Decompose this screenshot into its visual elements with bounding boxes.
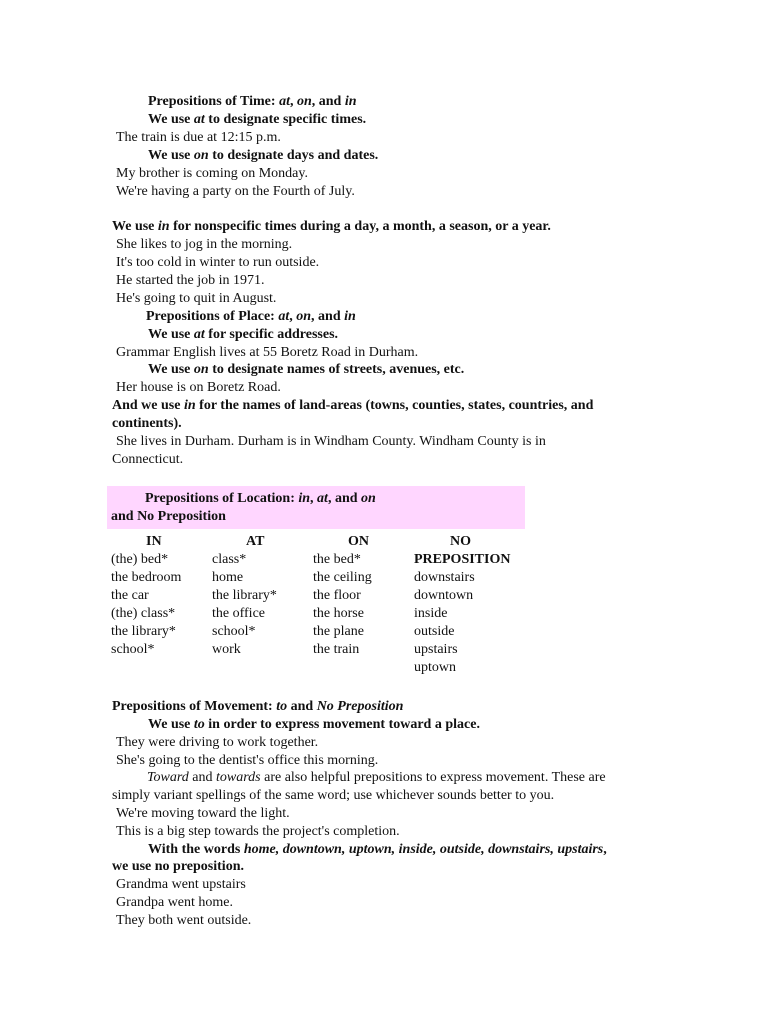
location-column-at xyxy=(212,533,277,659)
list-item: the ceiling xyxy=(313,570,372,585)
movement-example-7: They both went outside. xyxy=(116,913,252,928)
location-column-on xyxy=(313,533,372,659)
list-item: home xyxy=(212,570,244,585)
time-heading: Prepositions of Time: at, on, and in xyxy=(148,94,357,109)
location-column-no-preposition xyxy=(414,533,510,677)
list-item: school* xyxy=(212,624,256,639)
time-example-4: She likes to jog in the morning. xyxy=(116,237,293,252)
list-item: outside xyxy=(414,624,455,639)
list-item: (the) bed* xyxy=(111,552,169,567)
column-header-at: AT xyxy=(246,534,265,549)
list-item: inside xyxy=(414,606,448,621)
time-example-1: The train is due at 12:15 p.m. xyxy=(116,130,281,145)
time-example-6: He started the job in 1971. xyxy=(116,273,265,288)
list-item: class* xyxy=(212,552,247,567)
location-heading-cont: and No Preposition xyxy=(111,509,226,524)
time-example-7: He's going to quit in August. xyxy=(116,291,277,306)
list-item: the library* xyxy=(212,588,277,603)
location-heading: Prepositions of Location: in, at, and on xyxy=(145,491,376,506)
list-item: downtown xyxy=(414,588,474,603)
time-at-rule: We use at to designate specific times. xyxy=(148,112,367,127)
place-at-rule: We use at for specific addresses. xyxy=(148,327,339,342)
movement-example-5: Grandma went upstairs xyxy=(116,877,246,892)
list-item: the car xyxy=(111,588,149,603)
list-item: uptown xyxy=(414,660,456,675)
movement-no-prep-rule-cont: we use no preposition. xyxy=(112,859,244,874)
time-on-rule: We use on to designate days and dates. xyxy=(148,148,379,163)
list-item: work xyxy=(212,642,241,657)
list-item: the bedroom xyxy=(111,570,182,585)
time-example-5: It's too cold in winter to run outside. xyxy=(116,255,320,270)
list-item: the bed* xyxy=(313,552,361,567)
list-item: the office xyxy=(212,606,265,621)
list-item: the floor xyxy=(313,588,361,603)
list-item: downstairs xyxy=(414,570,475,585)
movement-example-2: She's going to the dentist's office this morning. xyxy=(116,753,379,768)
place-example-3: She lives in Durham. Durham is in Windham County. Windham County is in xyxy=(116,434,546,449)
movement-to-rule: We use to in order to express movement toward a place. xyxy=(148,717,480,732)
place-example-2: Her house is on Boretz Road. xyxy=(116,380,281,395)
time-in-rule: We use in for nonspecific times during a day, a month, a season, or a year. xyxy=(112,219,551,234)
movement-no-prep-rule: With the words home, downtown, uptown, inside, outside, downstairs, upstairs, xyxy=(148,842,607,857)
movement-toward-note-cont: simply variant spellings of the same word; use whichever sounds better to you. xyxy=(112,788,555,803)
list-item: the train xyxy=(313,642,360,657)
list-item: school* xyxy=(111,642,155,657)
location-column-in xyxy=(111,533,181,659)
movement-heading: Prepositions of Movement: to and No Preposition xyxy=(112,699,404,714)
list-item: the plane xyxy=(313,624,364,639)
time-example-3: We're having a party on the Fourth of July. xyxy=(116,184,355,199)
list-item: (the) class* xyxy=(111,606,176,621)
column-header-preposition: PREPOSITION xyxy=(414,552,511,567)
column-header-on: ON xyxy=(348,534,369,549)
list-item: the horse xyxy=(313,606,364,621)
list-item: upstairs xyxy=(414,642,458,657)
place-example-1: Grammar English lives at 55 Boretz Road in Durham. xyxy=(116,345,419,360)
column-header-no: NO xyxy=(450,534,471,549)
movement-example-6: Grandpa went home. xyxy=(116,895,234,910)
movement-example-4: This is a big step towards the project's completion. xyxy=(116,824,400,839)
movement-example-1: They were driving to work together. xyxy=(116,735,319,750)
place-in-rule: And we use in for the names of land-areas (towns, counties, states, countries, and xyxy=(112,398,594,413)
movement-toward-note: Toward and towards are also helpful prepositions to express movement. These are xyxy=(147,770,606,785)
place-heading: Prepositions of Place: at, on, and in xyxy=(146,309,356,324)
list-item: the library* xyxy=(111,624,176,639)
column-header-in: IN xyxy=(146,534,162,549)
place-example-3-cont: Connecticut. xyxy=(112,452,184,467)
place-on-rule: We use on to designate names of streets, avenues, etc. xyxy=(148,362,465,377)
place-in-rule-cont: continents). xyxy=(112,416,182,431)
time-example-2: My brother is coming on Monday. xyxy=(116,166,308,181)
movement-example-3: We're moving toward the light. xyxy=(116,806,290,821)
